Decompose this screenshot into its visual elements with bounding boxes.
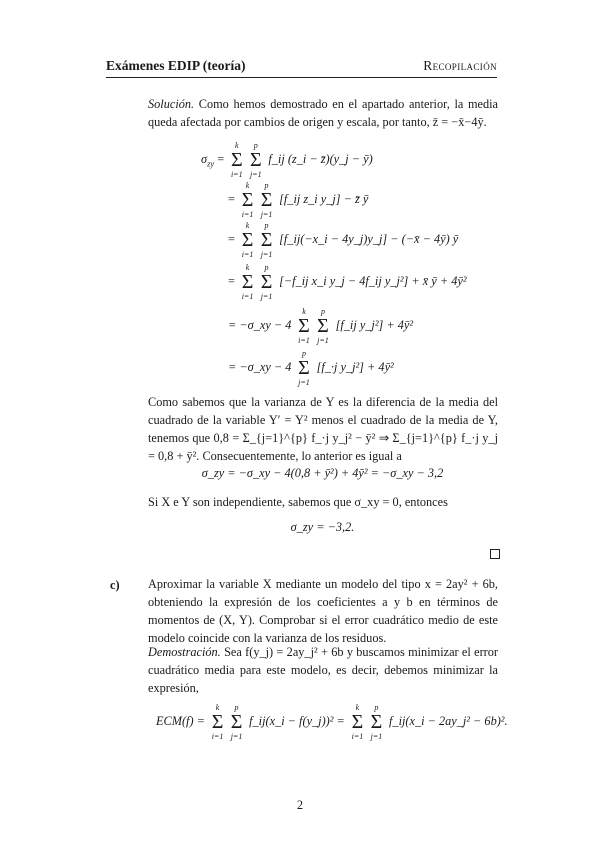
derivation-line-4: = k Σ i=1 p Σ j=1 [−f_ij x_i y_j − 4f_ij y_j²] + x̄ ȳ + 4ȳ² [228,263,467,301]
demonstration-label: Demostración. [148,645,221,659]
independence-paragraph: Si X e Y son independiente, sabemos que σ_xy = 0, entonces [148,495,448,509]
derivation-term-6a: = −σ_xy − 4 [228,359,292,374]
derivation-term-5a: = −σ_xy − 4 [228,317,292,332]
qed-square-icon [490,549,500,559]
sum-j: p Σ j=1 [260,263,273,301]
sigma-subscript: zy [207,158,215,169]
sum-j: p Σ j=1 [260,221,273,259]
sum-i: k Σ i=1 [230,141,243,179]
sum-i: k Σ i=1 [241,181,254,219]
sum-j: p Σ j=1 [230,703,243,741]
sum-j: p Σ j=1 [249,141,262,179]
header-title: Exámenes EDIP (teoría) [106,58,246,73]
page-number: 2 [296,798,304,812]
demonstration-paragraph [148,643,498,697]
solution-paragraph [148,95,498,131]
sum-i: k Σ i=1 [298,307,310,345]
sum-j: p Σ j=1 [260,181,273,219]
derivation-term-5b: [f_ij y_j²] + 4ȳ² [335,317,414,332]
derivation-line-2: = k Σ i=1 p Σ j=1 [f_ij z_i y_j] − z̄ ȳ [228,181,369,219]
equation-result [0,466,600,481]
sum-j: p Σ j=1 [298,349,310,387]
ecm-rhs: f_ij(x_i − 2ay_j² − 6b)². [389,713,508,728]
ecm-lhs: ECM(f) = [156,713,205,728]
equation-final [0,520,600,535]
sum-j: p Σ j=1 [370,703,383,741]
demonstration-text: Sea f(y_j) = 2ay_j² + 6b y buscamos minimizar el error cuadrático media para este modelo, es decir, debemos minimizar la expresión, [148,645,498,695]
derivation-line-3: = k Σ i=1 p Σ j=1 [f_ij(−x_i − 4y_j)y_j] − (−x̄ − 4ȳ) ȳ [228,221,459,259]
header-rule [106,77,497,78]
sum-i: k Σ i=1 [241,221,254,259]
derivation-term-1: f_ij (z_i − z̄)(y_j − ȳ) [268,151,373,166]
sum-i: k Σ i=1 [241,263,254,301]
ecm-mid: f_ij(x_i − f(y_j))² = [249,713,345,728]
derivation-line-6 [228,349,394,387]
sum-j: p Σ j=1 [317,307,329,345]
part-c-text: Aproximar la variable X mediante un modelo del tipo x = 2ay² + 6b, obteniendo la expresión de los coeficientes a y b en términos de momentos de (X, Y). Comprobar si el error cuadrático medio de este modelo coincide con la varianza de los residuos. [148,577,498,645]
part-c-label: c) [110,578,120,592]
sum-i: k Σ i=1 [211,703,224,741]
equation-result-text: σ_zy = −σ_xy − 4(0,8 + ȳ²) + 4ȳ² = −σ_xy − 3,2 [201,466,444,480]
derivation-line-5 [228,307,414,345]
derivation-term-4: [−f_ij x_i y_j − 4f_ij y_j²] + x̄ ȳ + 4ȳ² [279,273,467,288]
derivation-term-6b: [f_·j y_j²] + 4ȳ² [316,359,394,374]
variance-paragraph: Como sabemos que la varianza de Y es la diferencia de la media del cuadrado de la variable Y′ = Y² menos el cuadrado de la media de Y, tenemos que 0,8 = Σ_{j=1}^{p} f_·j y_j² − ȳ² ⇒ Σ_{j=1}^{p} f_·j y_j = 0,8 + ȳ². Consecuentemente, lo anterior es igual a [148,395,498,463]
equation-final-text: σ_zy = −3,2. [290,520,355,534]
header-section: Recopilación [423,58,497,73]
ecm-equation [156,703,508,741]
derivation-term-3: [f_ij(−x_i − 4y_j)y_j] − (−x̄ − 4ȳ) ȳ [279,231,459,246]
sum-i: k Σ i=1 [351,703,364,741]
derivation-line-1: $\sigma_{zy}$ = k Σ i=1 p Σ j=1 f_ij (z_i − z̄)(y_j − ȳ) [201,141,373,179]
derivation-term-2: [f_ij z_i y_j] − z̄ ȳ [279,191,369,206]
solution-label: Solución. [148,97,195,111]
solution-intro-text: Como hemos demostrado en el apartado anterior, la media queda afectada por cambios de origen y escala, por tanto, z̄ = −x̄−4ȳ. [148,97,499,129]
sigma-symbol: σ [201,151,208,166]
